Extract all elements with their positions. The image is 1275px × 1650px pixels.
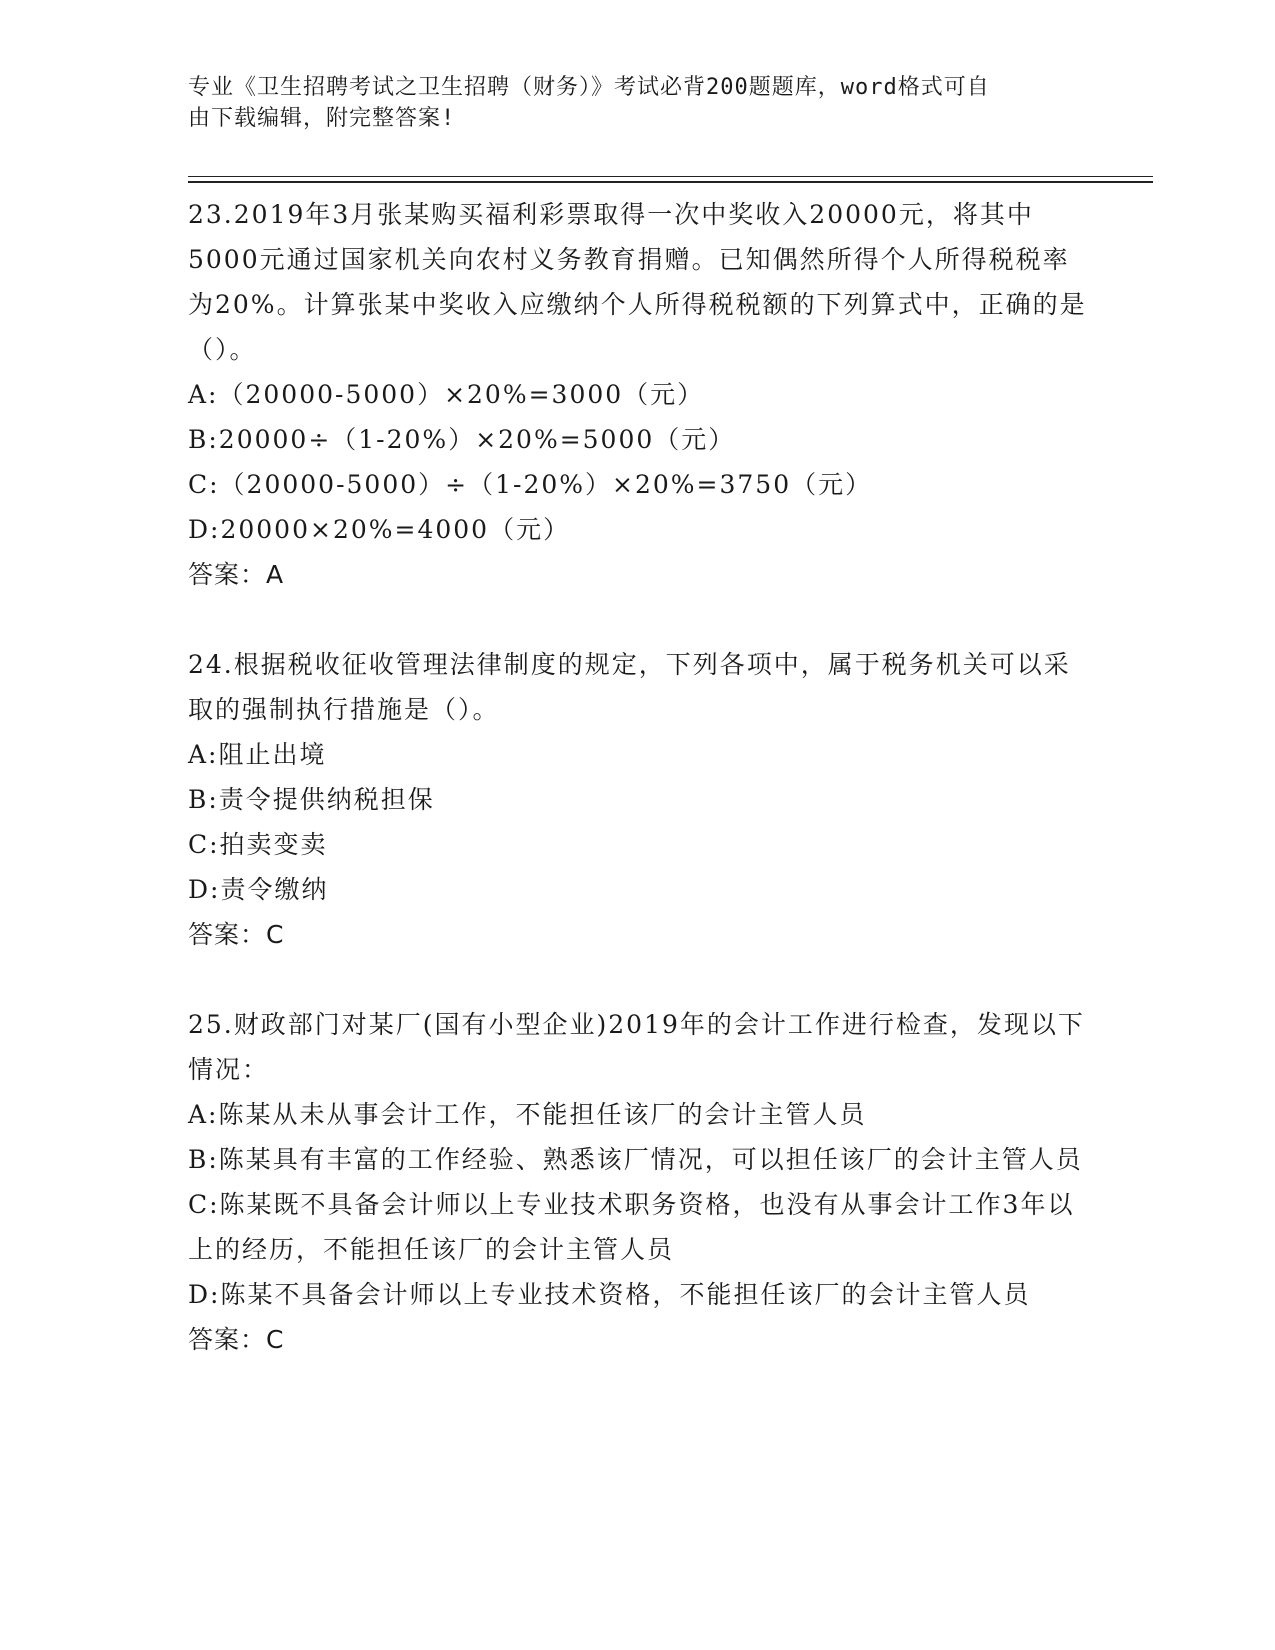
option-b: B:责令提供纳税担保 [188,785,435,814]
answer-line: 答案：C [188,920,285,949]
header-rule-thin [188,176,1153,177]
question-stem: 25.财政部门对某厂(国有小型企业)2019年的会计工作进行检查，发现以下情况： [188,1010,1085,1084]
header-line-2: 由下载编辑，附完整答案! [188,106,456,131]
option-a: A:陈某从未从事会计工作，不能担任该厂的会计主管人员 [188,1100,867,1129]
question-list [188,192,1088,1407]
question-24 [188,642,1088,957]
question-stem: 23.2019年3月张某购买福利彩票取得一次中奖收入20000元，将其中5000元通过国家机关向农村义务教育捐赠。已知偶然所得个人所得税税率为20%。计算张某中奖收入应缴纳个人所得税税额的下列算式中，正确的是（）。 [188,200,1087,364]
option-d: D:20000×20%=4000（元） [188,515,571,544]
option-a: A:（20000-5000）×20%=3000（元） [188,380,705,409]
option-c: C:陈某既不具备会计师以上专业技术职务资格，也没有从事会计工作3年以上的经历，不能担任该厂的会计主管人员 [188,1190,1075,1264]
document-header [188,72,1068,134]
answer-line: 答案：A [188,560,285,589]
option-d: D:责令缴纳 [188,875,329,904]
header-rule-thick [188,181,1153,183]
option-d: D:陈某不具备会计师以上专业技术资格，不能担任该厂的会计主管人员 [188,1280,1031,1309]
option-a: A:阻止出境 [188,740,327,769]
question-25 [188,1002,1088,1362]
header-line-1: 专业《卫生招聘考试之卫生招聘（财务）》考试必背200题题库，word格式可自 [188,75,990,100]
answer-line: 答案：C [188,1325,285,1354]
option-c: C:（20000-5000）÷（1-20%）×20%=3750（元） [188,470,873,499]
question-stem: 24.根据税收征收管理法律制度的规定，下列各项中，属于税务机关可以采取的强制执行措施是（）。 [188,650,1071,724]
option-b: B:20000÷（1-20%）×20%=5000（元） [188,425,736,454]
option-c: C:拍卖变卖 [188,830,328,859]
option-b: B:陈某具有丰富的工作经验、熟悉该厂情况，可以担任该厂的会计主管人员 [188,1145,1083,1174]
question-23 [188,192,1088,597]
